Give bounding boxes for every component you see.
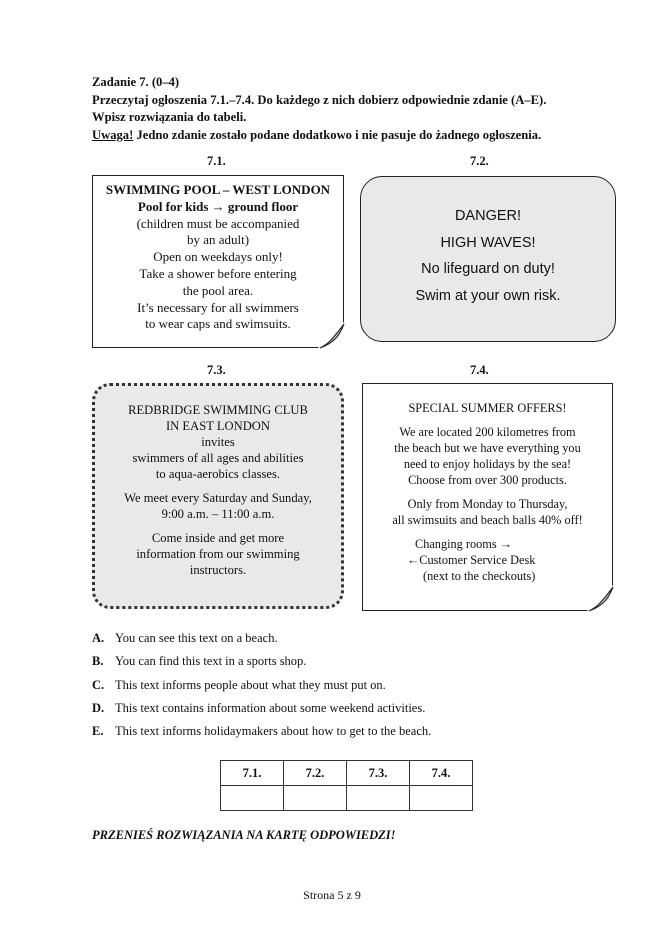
notice-line: IN EAST LONDON <box>165 419 270 433</box>
answer-cell-7-1[interactable] <box>221 786 284 811</box>
notice-7-2 <box>360 176 616 342</box>
option-b: B. You can find this text in a sports shop. <box>92 654 307 669</box>
notice-line: Swim at your own risk. <box>415 287 561 304</box>
notice-line: by an adult) <box>186 232 250 248</box>
notice-line: the beach but we have everything you <box>394 441 581 455</box>
answer-options <box>92 627 431 743</box>
option-c: C. This text informs people about what they must put on. <box>92 677 386 692</box>
page-curl-icon <box>318 322 346 350</box>
answer-table <box>220 760 473 811</box>
notice-7-1 <box>92 175 344 348</box>
notice-label-7-2: 7.2. <box>470 154 489 168</box>
answer-cell-7-2[interactable] <box>284 786 347 811</box>
option-e: E. This text informs holidaymakers about how to get to the beach. <box>92 724 432 739</box>
notice-line: Changing rooms → <box>415 537 513 551</box>
notice-line: No lifeguard on duty! <box>421 261 555 277</box>
notice-line: Choose from over 300 products. <box>408 473 567 487</box>
answer-cell-7-3[interactable] <box>347 786 410 811</box>
spacer <box>99 482 337 490</box>
option-d: D. This text contains information about some weekend activities. <box>92 700 426 715</box>
notice-line: swimmers of all ages and abilities <box>132 451 304 465</box>
notice-line: Take a shower before entering <box>139 265 297 281</box>
answer-table-header: 7.3. <box>347 761 410 786</box>
answer-table-row <box>221 786 473 811</box>
notice-line: REDBRIDGE SWIMMING CLUB <box>128 403 308 417</box>
note-text: Jedno zdanie zostało podane dodatkowo i nie pasuje do żadnego ogłoszenia. <box>133 127 542 142</box>
task-instruction-2: Wpisz rozwiązania do tabeli. <box>92 110 247 124</box>
notice-label-7-4: 7.4. <box>470 363 489 377</box>
notice-7-3 <box>92 383 344 609</box>
answer-table-header-row <box>221 761 473 786</box>
notice-line: DANGER! <box>454 208 522 224</box>
answer-table-header: 7.4. <box>410 761 473 786</box>
notice-line: instructors. <box>189 563 247 577</box>
notice-line: We are located 200 kilometres from <box>399 425 576 439</box>
notice-line: all swimsuits and beach balls 40% off! <box>392 513 583 527</box>
spacer <box>367 528 608 536</box>
notice-line: (children must be accompanied <box>136 215 300 231</box>
notice-line: Open on weekdays only! <box>153 249 283 265</box>
answer-cell-7-4[interactable] <box>410 786 473 811</box>
notice-7-4 <box>362 383 613 611</box>
task-title: Zadanie 7. (0–4) <box>92 75 180 89</box>
transfer-answers-note: PRZENIEŚ ROZWIĄZANIA NA KARTĘ ODPOWIEDZI! <box>92 828 396 842</box>
notice-title: SPECIAL SUMMER OFFERS! <box>408 401 567 415</box>
option-a: A. You can see this text on a beach. <box>92 631 278 645</box>
answer-table-header: 7.2. <box>284 761 347 786</box>
spacer <box>99 522 337 530</box>
notice-line: to wear caps and swimsuits. <box>145 316 291 332</box>
notice-line: Only from Monday to Thursday, <box>407 497 568 511</box>
notice-label-7-1: 7.1. <box>207 154 226 168</box>
notice-line: need to enjoy holidays by the sea! <box>403 457 572 471</box>
notice-line: 9:00 a.m. – 11:00 a.m. <box>161 507 275 521</box>
notice-line: information from our swimming <box>136 547 300 561</box>
page-curl-icon <box>587 585 615 613</box>
notice-line: We meet every Saturday and Sunday, <box>124 491 312 505</box>
task-instruction: Przeczytaj ogłoszenia 7.1.–7.4. Do każdego z nich dobierz odpowiednie zdanie (A–E). <box>92 92 547 107</box>
notice-line: Come inside and get more <box>151 531 285 545</box>
spacer <box>367 416 608 424</box>
notice-line: It’s necessary for all swimmers <box>137 299 299 315</box>
notice-subtitle: Pool for kids → ground floor <box>137 198 299 214</box>
task-note <box>92 127 617 145</box>
note-label: Uwaga! <box>92 127 134 142</box>
page-number: Strona 5 z 9 <box>303 888 361 902</box>
notice-line: invites <box>201 435 235 449</box>
notice-line: the pool area. <box>182 282 254 298</box>
notice-line: HIGH WAVES! <box>440 234 536 251</box>
notice-line: ←Customer Service Desk <box>407 553 536 567</box>
notice-label-7-3: 7.3. <box>207 363 226 377</box>
notice-title: SWIMMING POOL – WEST LONDON <box>105 182 331 197</box>
spacer <box>367 488 608 496</box>
notice-line: to aqua-aerobics classes. <box>155 467 281 481</box>
answer-table-header: 7.1. <box>221 761 284 786</box>
notice-line: (next to the checkouts) <box>423 569 536 583</box>
task-header <box>92 74 617 144</box>
